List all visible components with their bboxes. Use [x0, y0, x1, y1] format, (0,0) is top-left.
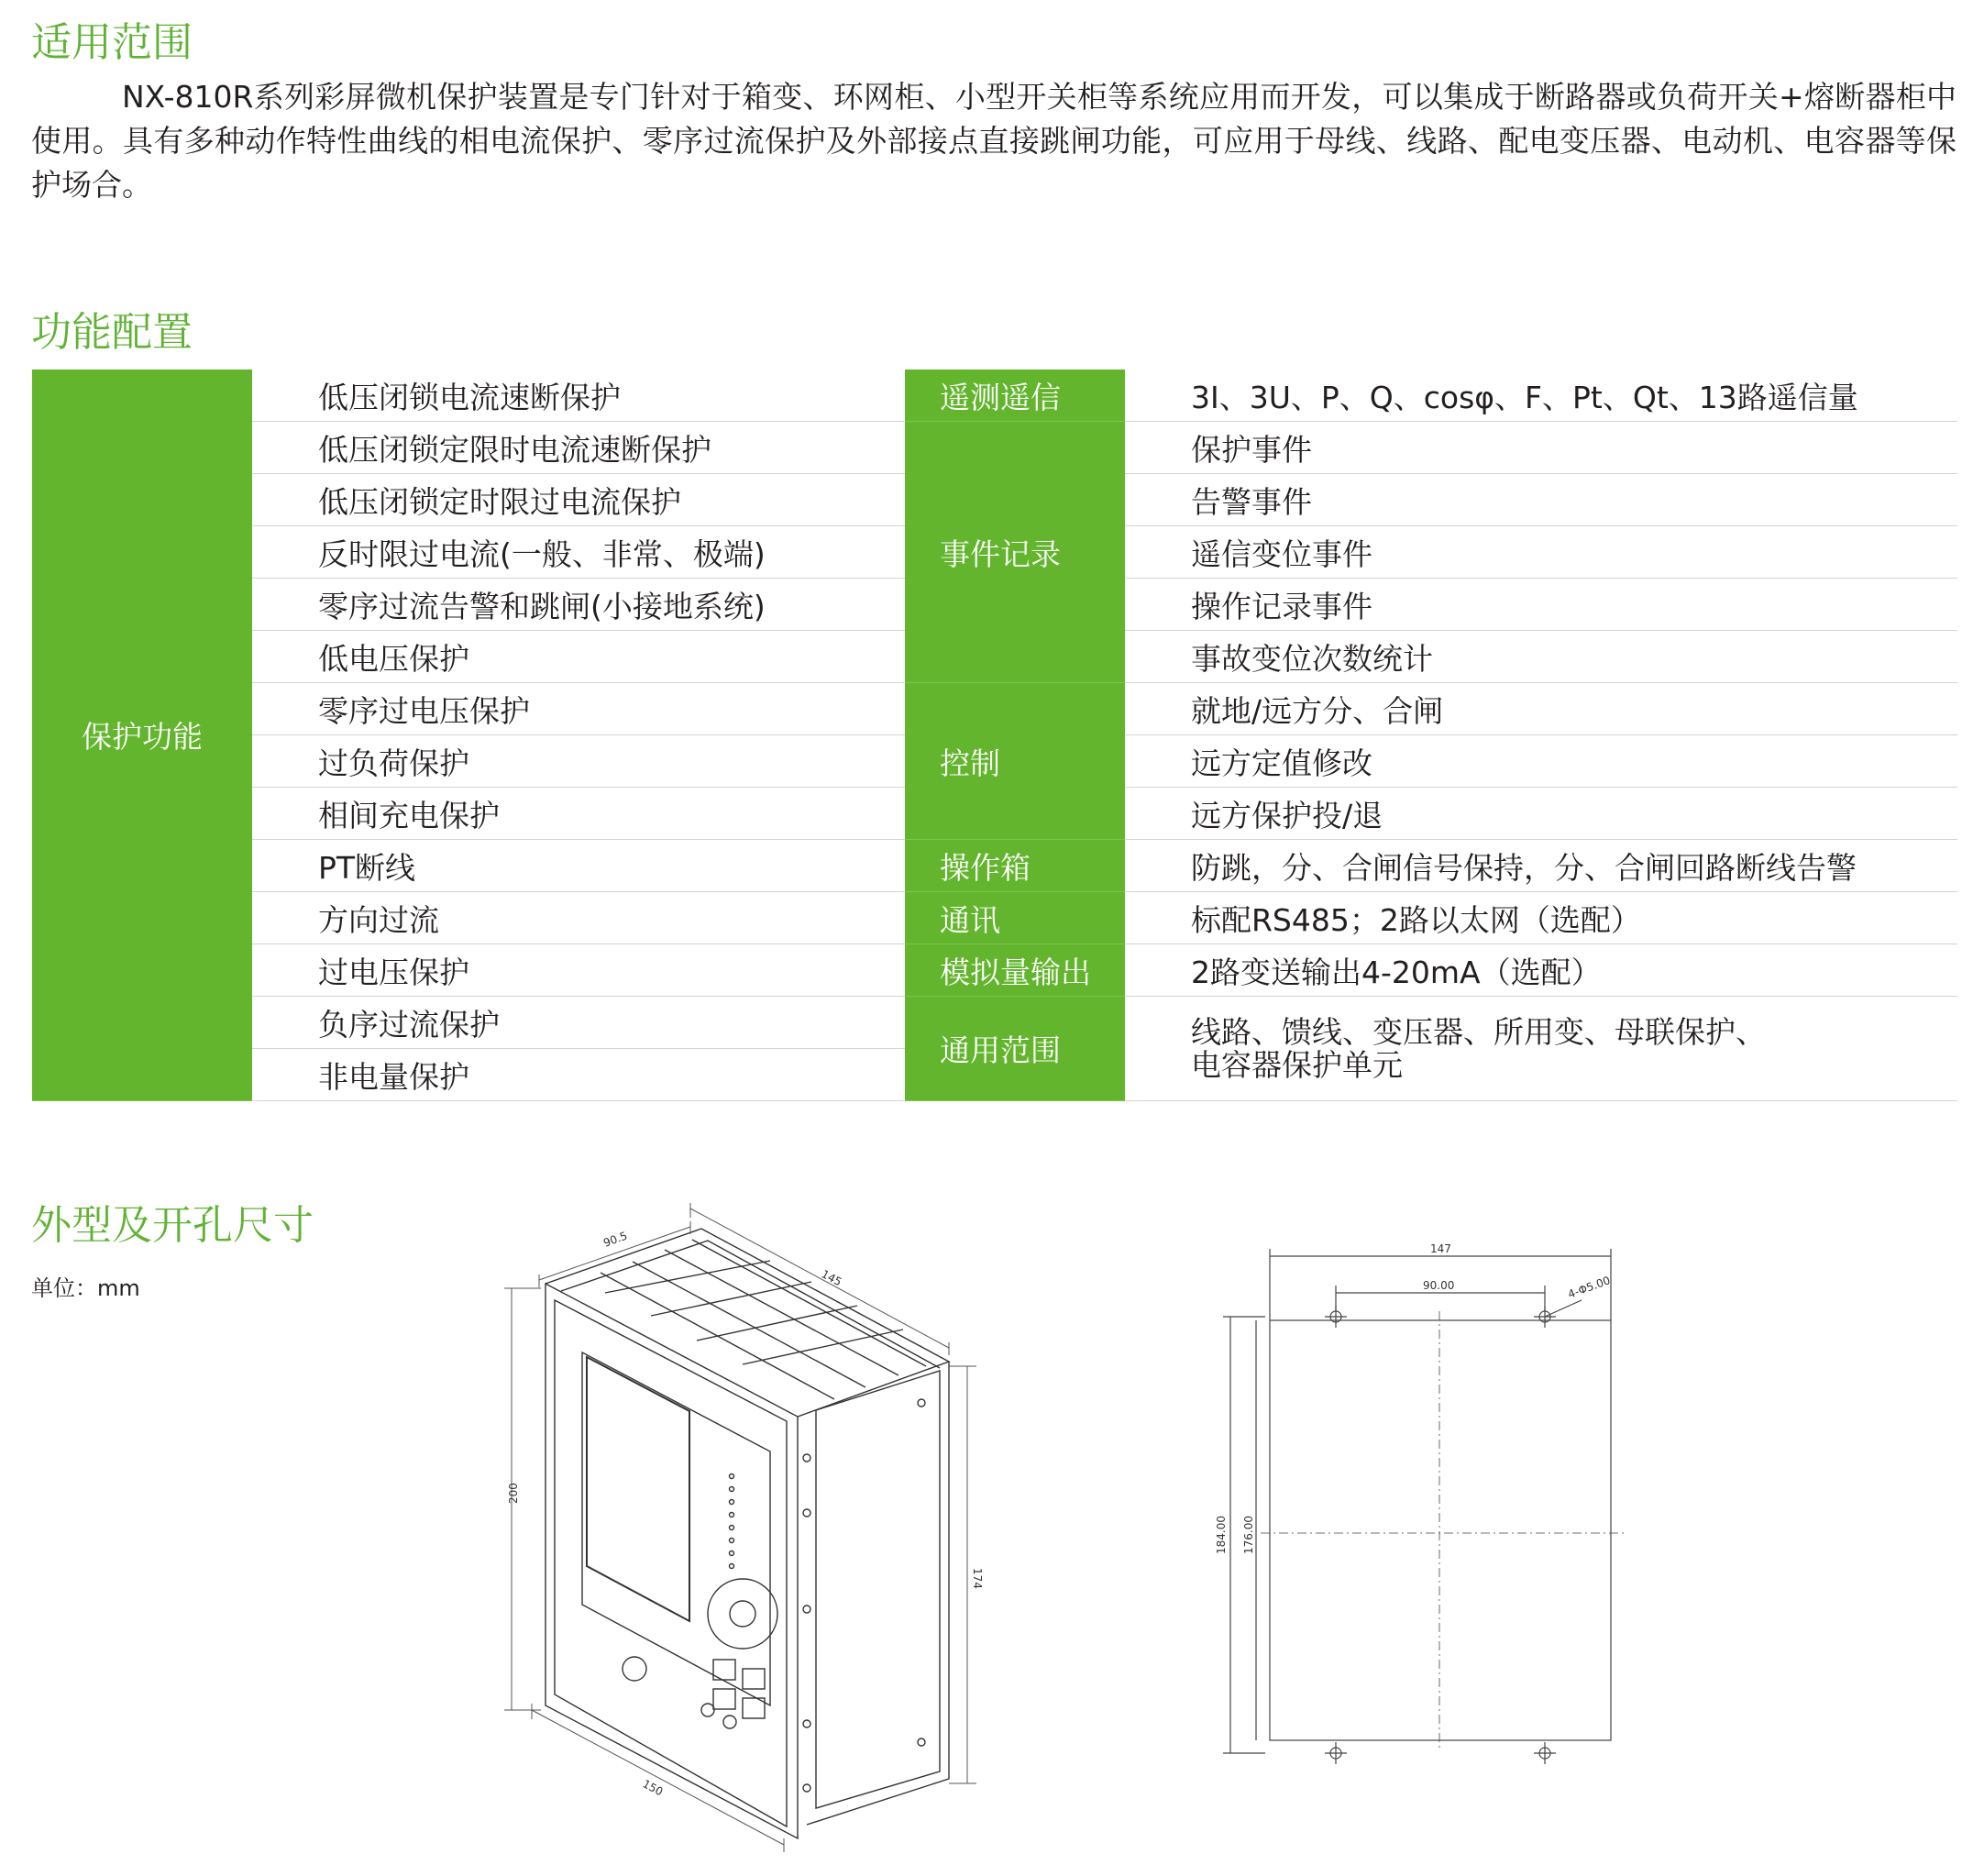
dim-150: 150 [640, 1777, 666, 1799]
protection-item: 低压闭锁定时限过电流保护 [252, 474, 905, 526]
table-row [32, 892, 1957, 944]
protection-item: 反时限过电流(一般、非常、极端) [252, 526, 905, 579]
protection-item: 相间充电保护 [252, 788, 905, 840]
table-row [32, 840, 1957, 892]
dim-90-5: 90.5 [601, 1229, 630, 1250]
protection-item: 零序过电压保护 [252, 683, 905, 735]
dim-147: 147 [1430, 1242, 1451, 1255]
scope-title: 适用范围 [31, 19, 193, 66]
protection-item: 零序过流告警和跳闸(小接地系统) [252, 579, 905, 631]
table-row [32, 683, 1957, 735]
dim-90: 90.00 [1423, 1279, 1455, 1292]
cutout-drawing [1210, 1238, 1650, 1788]
feature-value: 告警事件 [1125, 474, 1957, 526]
feature-label: 模拟量输出 [905, 944, 1125, 997]
feature-value: 3I、3U、P、Q、cosφ、F、Pt、Qt、13路遥信量 [1125, 370, 1957, 422]
feature-value [1125, 997, 1957, 1101]
feature-value: 保护事件 [1125, 422, 1957, 474]
config-title: 功能配置 [31, 309, 193, 356]
feature-label: 通用范围 [905, 997, 1125, 1101]
feature-label: 事件记录 [905, 422, 1125, 683]
feature-value: 防跳，分、合闸信号保持，分、合闸回路断线告警 [1125, 840, 1957, 892]
unit-label: 单位：mm [31, 1275, 140, 1301]
protection-item: 低压闭锁电流速断保护 [252, 370, 905, 422]
dim-hole: 4-Φ5.00 [1566, 1274, 1613, 1301]
protection-item: 非电量保护 [252, 1049, 905, 1101]
dim-145: 145 [819, 1267, 844, 1289]
feature-label: 遥测遥信 [905, 370, 1125, 422]
protection-item: 低电压保护 [252, 631, 905, 683]
protection-item: 过负荷保护 [252, 735, 905, 788]
protection-label: 保护功能 [32, 370, 252, 1101]
table-row [32, 997, 1957, 1049]
device-iso-drawing [495, 1192, 1009, 1852]
feature-value: 遥信变位事件 [1125, 526, 1957, 579]
table-row [32, 422, 1957, 474]
protection-item: 过电压保护 [252, 944, 905, 997]
protection-item: 方向过流 [252, 892, 905, 944]
dim-174: 174 [971, 1568, 984, 1589]
feature-label: 操作箱 [905, 840, 1125, 892]
scope-text: NX-810R系列彩屏微机保护装置是专门针对于箱变、环网柜、小型开关柜等系统应用而开发，可以集成于断路器或负荷开关+熔断器柜中使用。具有多种动作特性曲线的相电流保护、零序过流保护及外部接点直接跳闸功能，可应用于母线、线路、配电变压器、电动机、电容器等保护场合。 [31, 79, 1956, 203]
dim-200: 200 [507, 1483, 520, 1504]
feature-value: 2路变送输出4-20mA（选配） [1125, 944, 1957, 997]
config-table [32, 370, 1957, 1101]
dim-184: 184.00 [1215, 1516, 1228, 1554]
feature-value: 远方定值修改 [1125, 735, 1957, 788]
protection-item: 负序过流保护 [252, 997, 905, 1049]
dim-176: 176.00 [1242, 1516, 1255, 1554]
protection-item: 低压闭锁定限时电流速断保护 [252, 422, 905, 474]
feature-label: 通讯 [905, 892, 1125, 944]
feature-value-line: 电容器保护单元 [1191, 1046, 1403, 1083]
feature-label: 控制 [905, 683, 1125, 840]
feature-value: 就地/远方分、合闸 [1125, 683, 1957, 735]
feature-value: 操作记录事件 [1125, 579, 1957, 631]
table-row [32, 944, 1957, 997]
protection-item: PT断线 [252, 840, 905, 892]
feature-value: 事故变位次数统计 [1125, 631, 1957, 683]
table-row [32, 370, 1957, 422]
feature-value: 标配RS485；2路以太网（选配） [1125, 892, 1957, 944]
dims-title: 外型及开孔尺寸 [31, 1202, 314, 1249]
feature-value: 远方保护投/退 [1125, 788, 1957, 840]
feature-value-line: 线路、馈线、变压器、所用变、母联保护、 [1191, 1013, 1766, 1050]
